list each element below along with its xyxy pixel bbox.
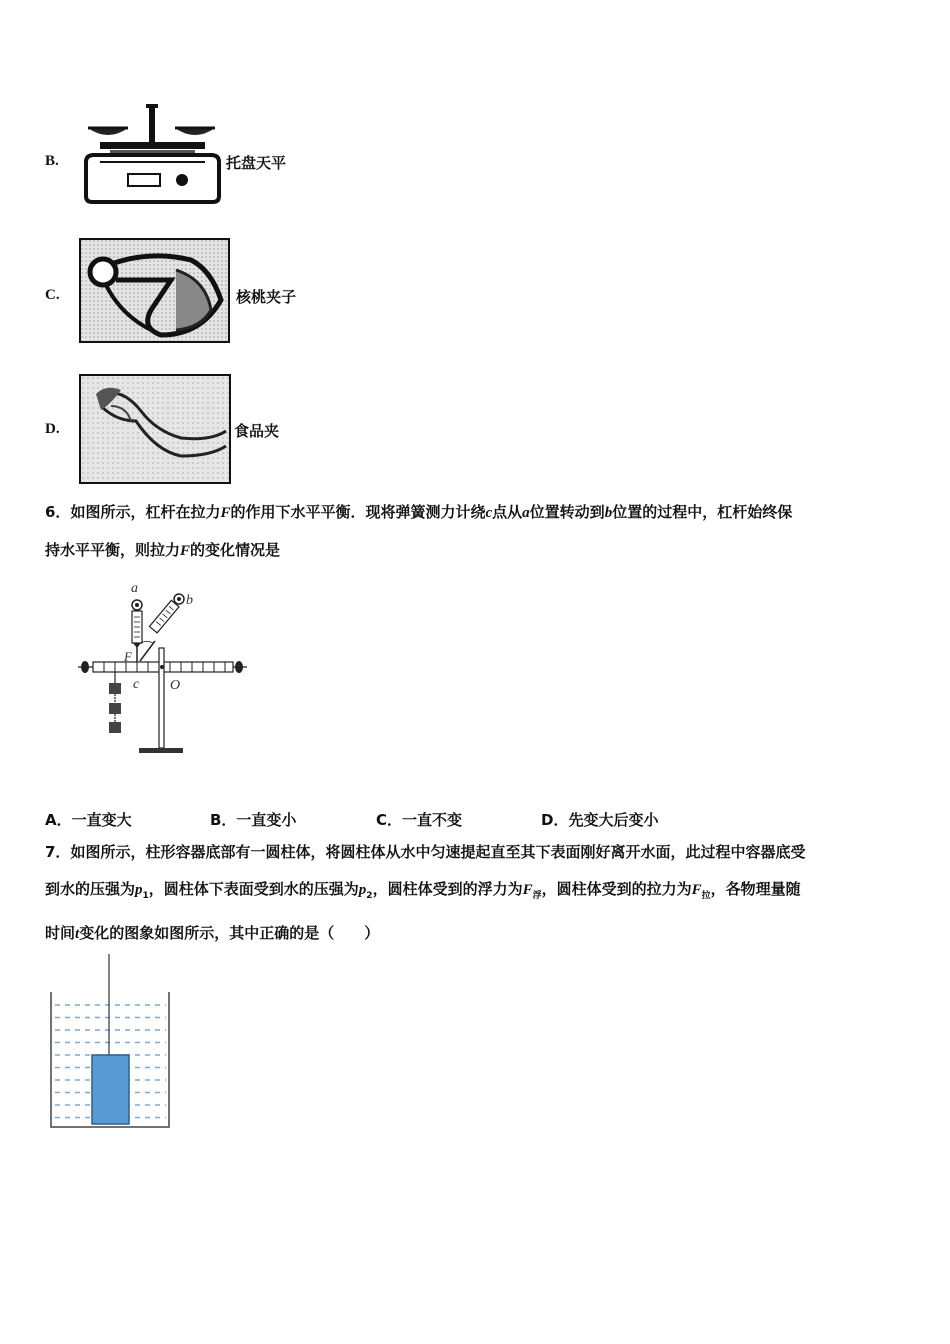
tray-balance-image [80, 100, 225, 205]
food-tongs-image [79, 374, 231, 484]
container-figure [48, 952, 173, 1132]
label-c: c [133, 677, 140, 692]
question-7-text: 7．如图所示，柱形容器底部有一圆柱体，将圆柱体从水中匀速提起直至其下表面刚好离开水面，此过程中容器底受 到水的压强为$p_1$，圆柱体下表面受到水的压强为$p_2$，圆柱体受到的浮力为$F_浮$，圆柱体受到的拉力为$F_拉$，各物理量随 时间t变化的图象如图所示，其中正确的是（ ） [45, 843, 806, 942]
label-o: O [170, 678, 181, 693]
cylinder-block [92, 1055, 129, 1124]
option-d-letter: D. [45, 421, 60, 437]
question-6-number: 6． [45, 503, 71, 521]
label-b: b [186, 593, 193, 608]
option-b-letter: B. [45, 153, 59, 169]
q6-choice-b[interactable]: B．一直变小 [210, 811, 297, 829]
q6-choice-a[interactable]: A．一直变大 [45, 811, 132, 829]
walnut-cracker-image [79, 238, 230, 343]
option-c-label: 核桃夹子 [236, 288, 297, 306]
q6-choice-d[interactable]: D．先变大后变小 [541, 811, 659, 829]
label-f: F [124, 649, 132, 664]
label-a: a [131, 581, 138, 596]
lever-figure [75, 575, 255, 760]
option-c-letter: C. [45, 287, 60, 303]
question-6-text: 6．如图所示，杠杆在拉力F的作用下水平平衡．现将弹簧测力计绕c点从a位置转动到b位置的过程中，杠杆始终保 持水平平衡，则拉力F的变化情况是 [45, 503, 793, 559]
option-d-label: 食品夹 [234, 422, 280, 440]
q6-choice-c[interactable]: C．一直不变 [376, 811, 463, 829]
option-b-label: 托盘天平 [226, 154, 287, 172]
question-7-number: 7． [45, 843, 71, 861]
